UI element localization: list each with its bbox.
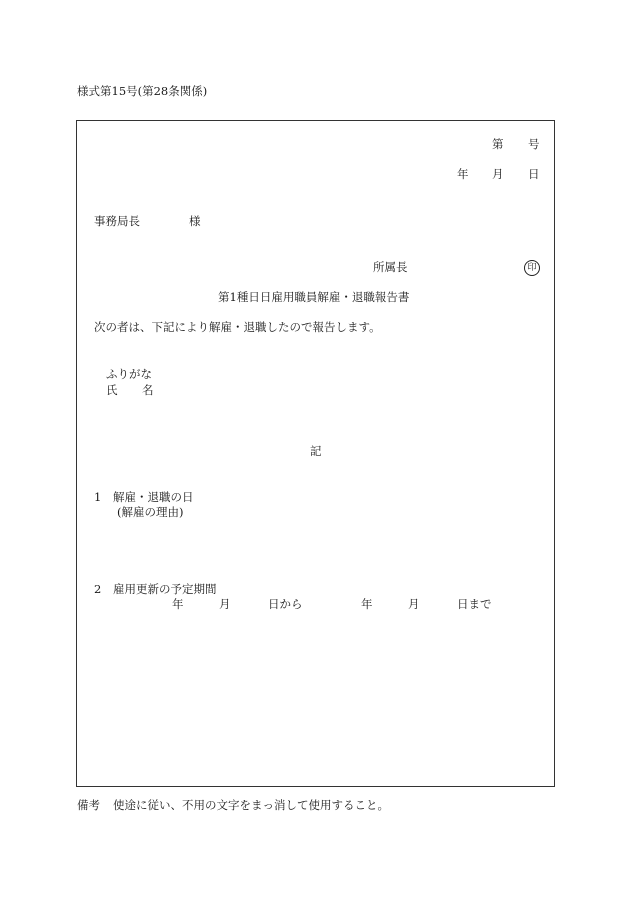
- period-from-month: 月: [219, 597, 231, 611]
- form-number-label: 様式第15号(第28条関係): [77, 84, 208, 98]
- furigana-label: ふりがな: [106, 367, 152, 381]
- item2-number: 2: [94, 582, 102, 596]
- item1-label: 解雇・退職の日: [113, 490, 194, 504]
- document-title: 第1種日日雇用職員解雇・退職報告書: [218, 290, 410, 304]
- date-day-label: 日: [528, 167, 540, 181]
- addressee-honorific: 様: [189, 214, 201, 228]
- item2-label: 雇用更新の予定期間: [113, 582, 217, 596]
- period-to-year: 年: [361, 597, 373, 611]
- doc-number-dai: 第: [492, 137, 504, 151]
- remarks-label: 備考: [77, 798, 100, 812]
- addressee-title: 事務局長: [94, 214, 140, 228]
- period-to-day: 日まで: [457, 597, 492, 611]
- sender-label: 所属長: [373, 260, 408, 274]
- remarks-text: 使途に従い、不用の文字をまっ消して使用すること。: [113, 798, 389, 812]
- date-year-label: 年: [457, 167, 469, 181]
- seal-stamp-icon: 印: [524, 260, 540, 276]
- period-from-day: 日から: [268, 597, 303, 611]
- name-label-first: 氏: [106, 383, 118, 397]
- name-label-second: 名: [142, 383, 154, 397]
- ki-heading: 記: [310, 444, 322, 458]
- intro-text: 次の者は、下記により解雇・退職したので報告します。: [94, 320, 381, 334]
- item1-number: 1: [94, 490, 102, 504]
- doc-number-go: 号: [528, 137, 540, 151]
- period-to-month: 月: [408, 597, 420, 611]
- period-from-year: 年: [172, 597, 184, 611]
- item1-sub-label: (解雇の理由): [117, 505, 184, 519]
- date-month-label: 月: [492, 167, 504, 181]
